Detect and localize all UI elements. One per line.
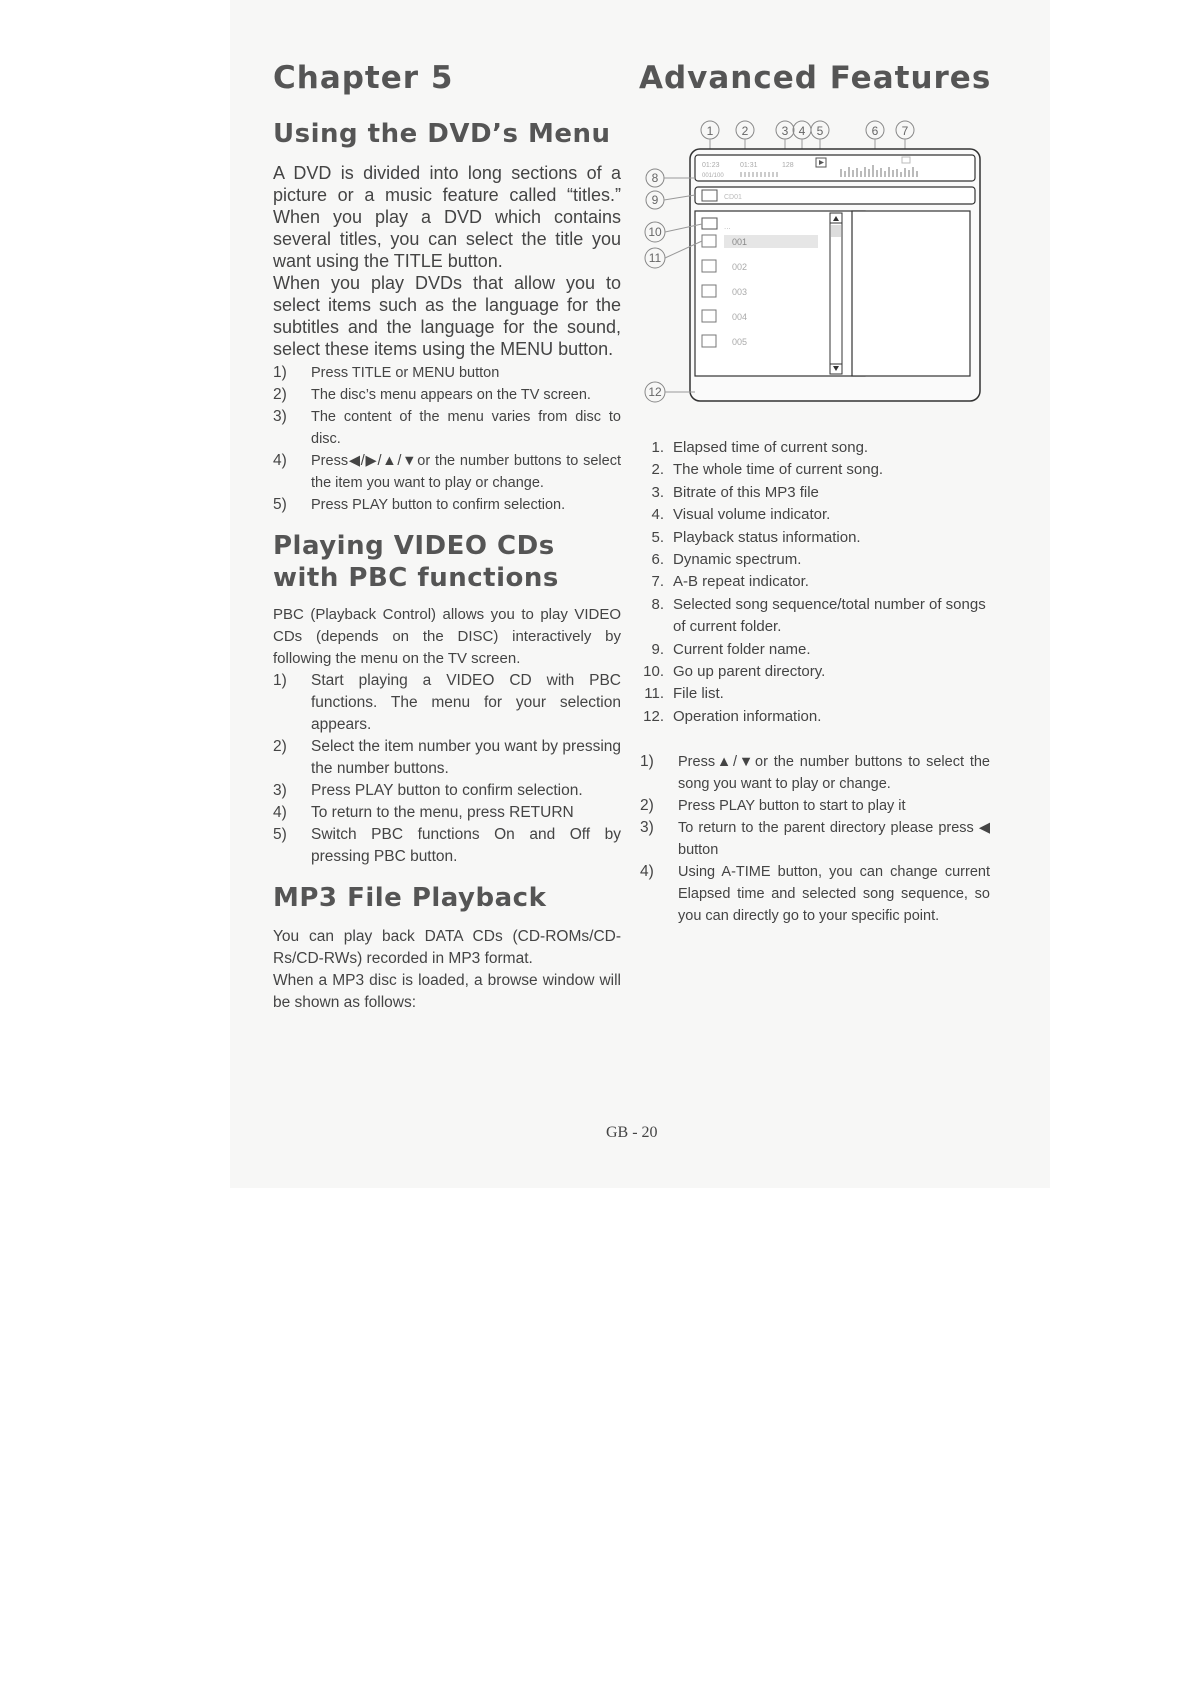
list-item: 6. Dynamic spectrum. — [651, 551, 802, 569]
callout-11: 11 — [648, 251, 662, 265]
callout-7: 7 — [901, 124, 909, 138]
callout-12: 12 — [648, 385, 662, 399]
list-item: 3) To return to the parent directory please press ◀ button — [640, 819, 990, 858]
callout-1: 1 — [706, 124, 714, 138]
dvd-menu-steps — [273, 362, 621, 516]
scroll-thumb — [831, 225, 841, 237]
folder-name: CD01 — [724, 194, 742, 201]
file-item-4: 004 — [732, 312, 748, 322]
diagram-legend — [640, 437, 990, 728]
list-item: 5) Switch PBC functions On and Off by pressing PBC button. — [273, 826, 621, 865]
list-item: 2. The whole time of current song. — [651, 461, 884, 479]
file-item-2: 002 — [732, 262, 748, 272]
file-item-3: 003 — [732, 287, 748, 297]
list-item: 11. File list. — [644, 685, 724, 703]
list-item: 3) Press PLAY button to confirm selection. — [273, 782, 583, 799]
list-item: 10. Go up parent directory. — [643, 663, 826, 681]
status-total: 01:31 — [740, 162, 758, 169]
list-item: 9. Current folder name. — [651, 640, 811, 658]
file-item-5: 005 — [732, 337, 748, 347]
pbc-heading: Playing VIDEO CDs with PBC functions — [273, 531, 559, 593]
list-item: 3. Bitrate of this MP3 file — [651, 483, 819, 501]
list-item: 7. A-B repeat indicator. — [651, 573, 809, 591]
list-item: 5. Playback status information. — [651, 528, 861, 546]
list-item: 3) The content of the menu varies from disc to disc. — [273, 408, 621, 447]
callout-8: 8 — [651, 171, 659, 185]
parent-directory: ... — [724, 222, 731, 231]
list-item: 4) Press◀/▶/▲/▼or the number buttons to select the item you want to play or change. — [273, 452, 621, 491]
pbc-para: PBC (Playback Control) allows you to play VIDEO CDs (depends on the DISC) interactively by following the menu on the TV screen. — [273, 606, 621, 667]
status-bitrate: 128 — [782, 162, 794, 169]
dvd-menu-para2: When you play DVDs that allow you to select items such as the language for the subtitles and the language for the sound, select these items using the MENU button. — [273, 273, 621, 359]
list-item: 1) Press TITLE or MENU button — [273, 364, 500, 381]
info-panel — [852, 211, 970, 376]
page-title: Advanced Features — [639, 60, 992, 96]
mp3-browse-window-diagram — [640, 115, 990, 415]
callout-2: 2 — [741, 124, 749, 138]
list-item: 4) To return to the menu, press RETURN — [273, 804, 574, 821]
list-item: 2) Select the item number you want by pressing the number buttons. — [273, 738, 621, 777]
mp3-steps — [640, 751, 990, 927]
status-bar — [695, 155, 975, 181]
list-item: 1) Press▲/▼or the number buttons to select the song you want to play or change. — [640, 753, 990, 792]
top-callouts — [701, 121, 914, 139]
file-list-scrollbar — [830, 213, 842, 374]
callout-5: 5 — [816, 124, 824, 138]
list-item: 1. Elapsed time of current song. — [651, 439, 869, 456]
callout-4: 4 — [798, 124, 806, 138]
mp3-heading: MP3 File Playback — [273, 883, 547, 913]
mp3-para1: You can play back DATA CDs (CD-ROMs/CD-Rs/CD-RWs) recorded in MP3 format. — [273, 928, 621, 967]
list-item: 5) Press PLAY button to confirm selection. — [273, 496, 566, 513]
callout-10: 10 — [648, 225, 662, 239]
list-item: 2) Press PLAY button to start to play it — [640, 797, 906, 814]
callout-9: 9 — [651, 193, 659, 207]
list-item: 4) Using A-TIME button, you can change current Elapsed time and selected song sequence, so you can directly go to your specific point. — [640, 863, 990, 924]
list-item: 1) Start playing a VIDEO CD with PBC functions. The menu for your selection appears. — [273, 672, 621, 733]
callout-6: 6 — [871, 124, 879, 138]
chapter-label: Chapter 5 — [273, 60, 454, 96]
callout-3: 3 — [781, 124, 789, 138]
pbc-steps — [273, 670, 621, 868]
mp3-para2: When a MP3 disc is loaded, a browse window will be shown as follows: — [273, 972, 621, 1011]
left-column — [273, 118, 621, 1014]
page-number: GB - 20 — [606, 1124, 658, 1141]
list-item: 12. Operation information. — [643, 707, 822, 725]
status-elapsed: 01:23 — [702, 162, 720, 169]
status-sequence: 001/100 — [702, 173, 724, 179]
dvd-menu-para1: A DVD is divided into long sections of a picture or a music feature called “titles.” When you play a DVD which contains several titles, you can select the title you want using the TITLE button. — [273, 163, 621, 271]
dvd-menu-heading: Using the DVD’s Menu — [273, 119, 611, 149]
file-item-1: 001 — [732, 237, 748, 247]
list-item: 2) The disc’s menu appears on the TV screen. — [273, 386, 591, 403]
list-item: 8. Selected song sequence/total number of songs of current folder. — [651, 595, 986, 636]
list-item: 4. Visual volume indicator. — [651, 506, 831, 524]
